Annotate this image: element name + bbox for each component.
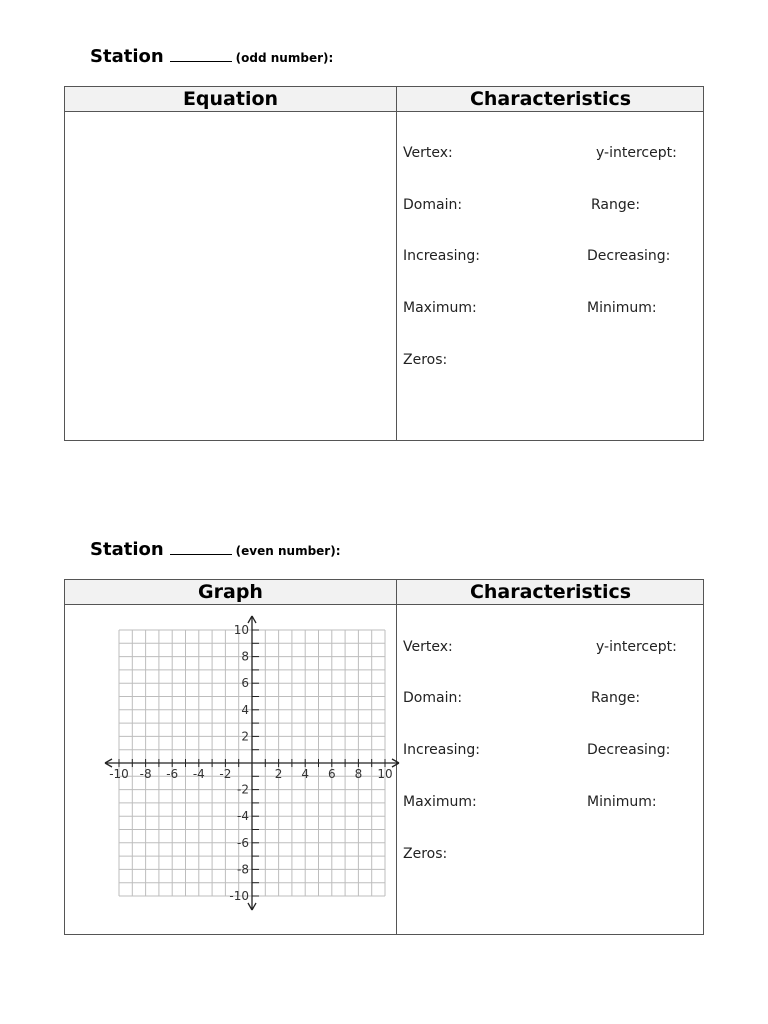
x-tick-label: 8	[354, 767, 363, 781]
station-1-note: (odd number):	[235, 51, 334, 65]
characteristics-header: Characteristics	[469, 88, 632, 110]
x-tick-label: 10	[377, 767, 393, 781]
x-tick-label: -2	[219, 767, 232, 781]
range-label: Range:	[591, 690, 641, 706]
column-divider	[396, 87, 397, 440]
station-1-table	[64, 86, 704, 441]
y-tick-label: 10	[233, 623, 249, 637]
station-2-table	[64, 579, 704, 935]
equation-header: Equation	[182, 88, 279, 110]
station-1-blank[interactable]	[170, 47, 232, 62]
station-2-heading	[90, 539, 341, 560]
y-tick-label: -6	[237, 835, 249, 850]
y-tick-label: 8	[241, 649, 249, 664]
y-intercept-label: y-intercept:	[596, 145, 677, 161]
y-tick-label: -4	[237, 809, 249, 824]
minimum-label: Minimum:	[587, 300, 657, 316]
graph-header: Graph	[198, 581, 263, 603]
x-tick-label: -6	[166, 767, 179, 781]
coordinate-grid-svg	[103, 602, 403, 922]
x-tick-label: 4	[301, 767, 310, 781]
minimum-label: Minimum:	[587, 794, 657, 810]
domain-label: Domain:	[403, 690, 463, 706]
x-tick-label: -10	[109, 767, 129, 781]
vertex-label: Vertex:	[403, 639, 453, 655]
range-label: Range:	[591, 197, 641, 213]
y-tick-label: -2	[237, 782, 249, 797]
y-intercept-label: y-intercept:	[596, 639, 677, 655]
x-tick-label: 6	[327, 767, 336, 781]
zeros-label: Zeros:	[403, 352, 448, 368]
y-tick-label: -8	[237, 862, 249, 877]
y-tick-label: 6	[241, 676, 249, 691]
decreasing-label: Decreasing:	[587, 742, 671, 758]
x-tick-label: -8	[139, 767, 152, 781]
equation-cell[interactable]	[65, 112, 396, 440]
increasing-label: Increasing:	[403, 248, 480, 264]
characteristics-header: Characteristics	[469, 581, 632, 603]
y-tick-label: 2	[241, 729, 249, 744]
decreasing-label: Decreasing:	[587, 248, 671, 264]
x-tick-label: 2	[274, 767, 283, 781]
vertex-label: Vertex:	[403, 145, 453, 161]
x-tick-label: -4	[192, 767, 205, 781]
y-tick-label: 4	[241, 702, 249, 717]
station-2-note: (even number):	[235, 544, 341, 558]
domain-label: Domain:	[403, 197, 463, 213]
station-1-heading	[90, 46, 333, 67]
y-tick-label: -10	[229, 889, 249, 903]
coordinate-grid[interactable]	[103, 602, 403, 926]
station-2-label: Station	[90, 539, 164, 560]
station-1-label: Station	[90, 46, 164, 67]
maximum-label: Maximum:	[403, 794, 477, 810]
increasing-label: Increasing:	[403, 742, 480, 758]
zeros-label: Zeros:	[403, 846, 448, 862]
station-2-blank[interactable]	[170, 540, 232, 555]
maximum-label: Maximum:	[403, 300, 477, 316]
